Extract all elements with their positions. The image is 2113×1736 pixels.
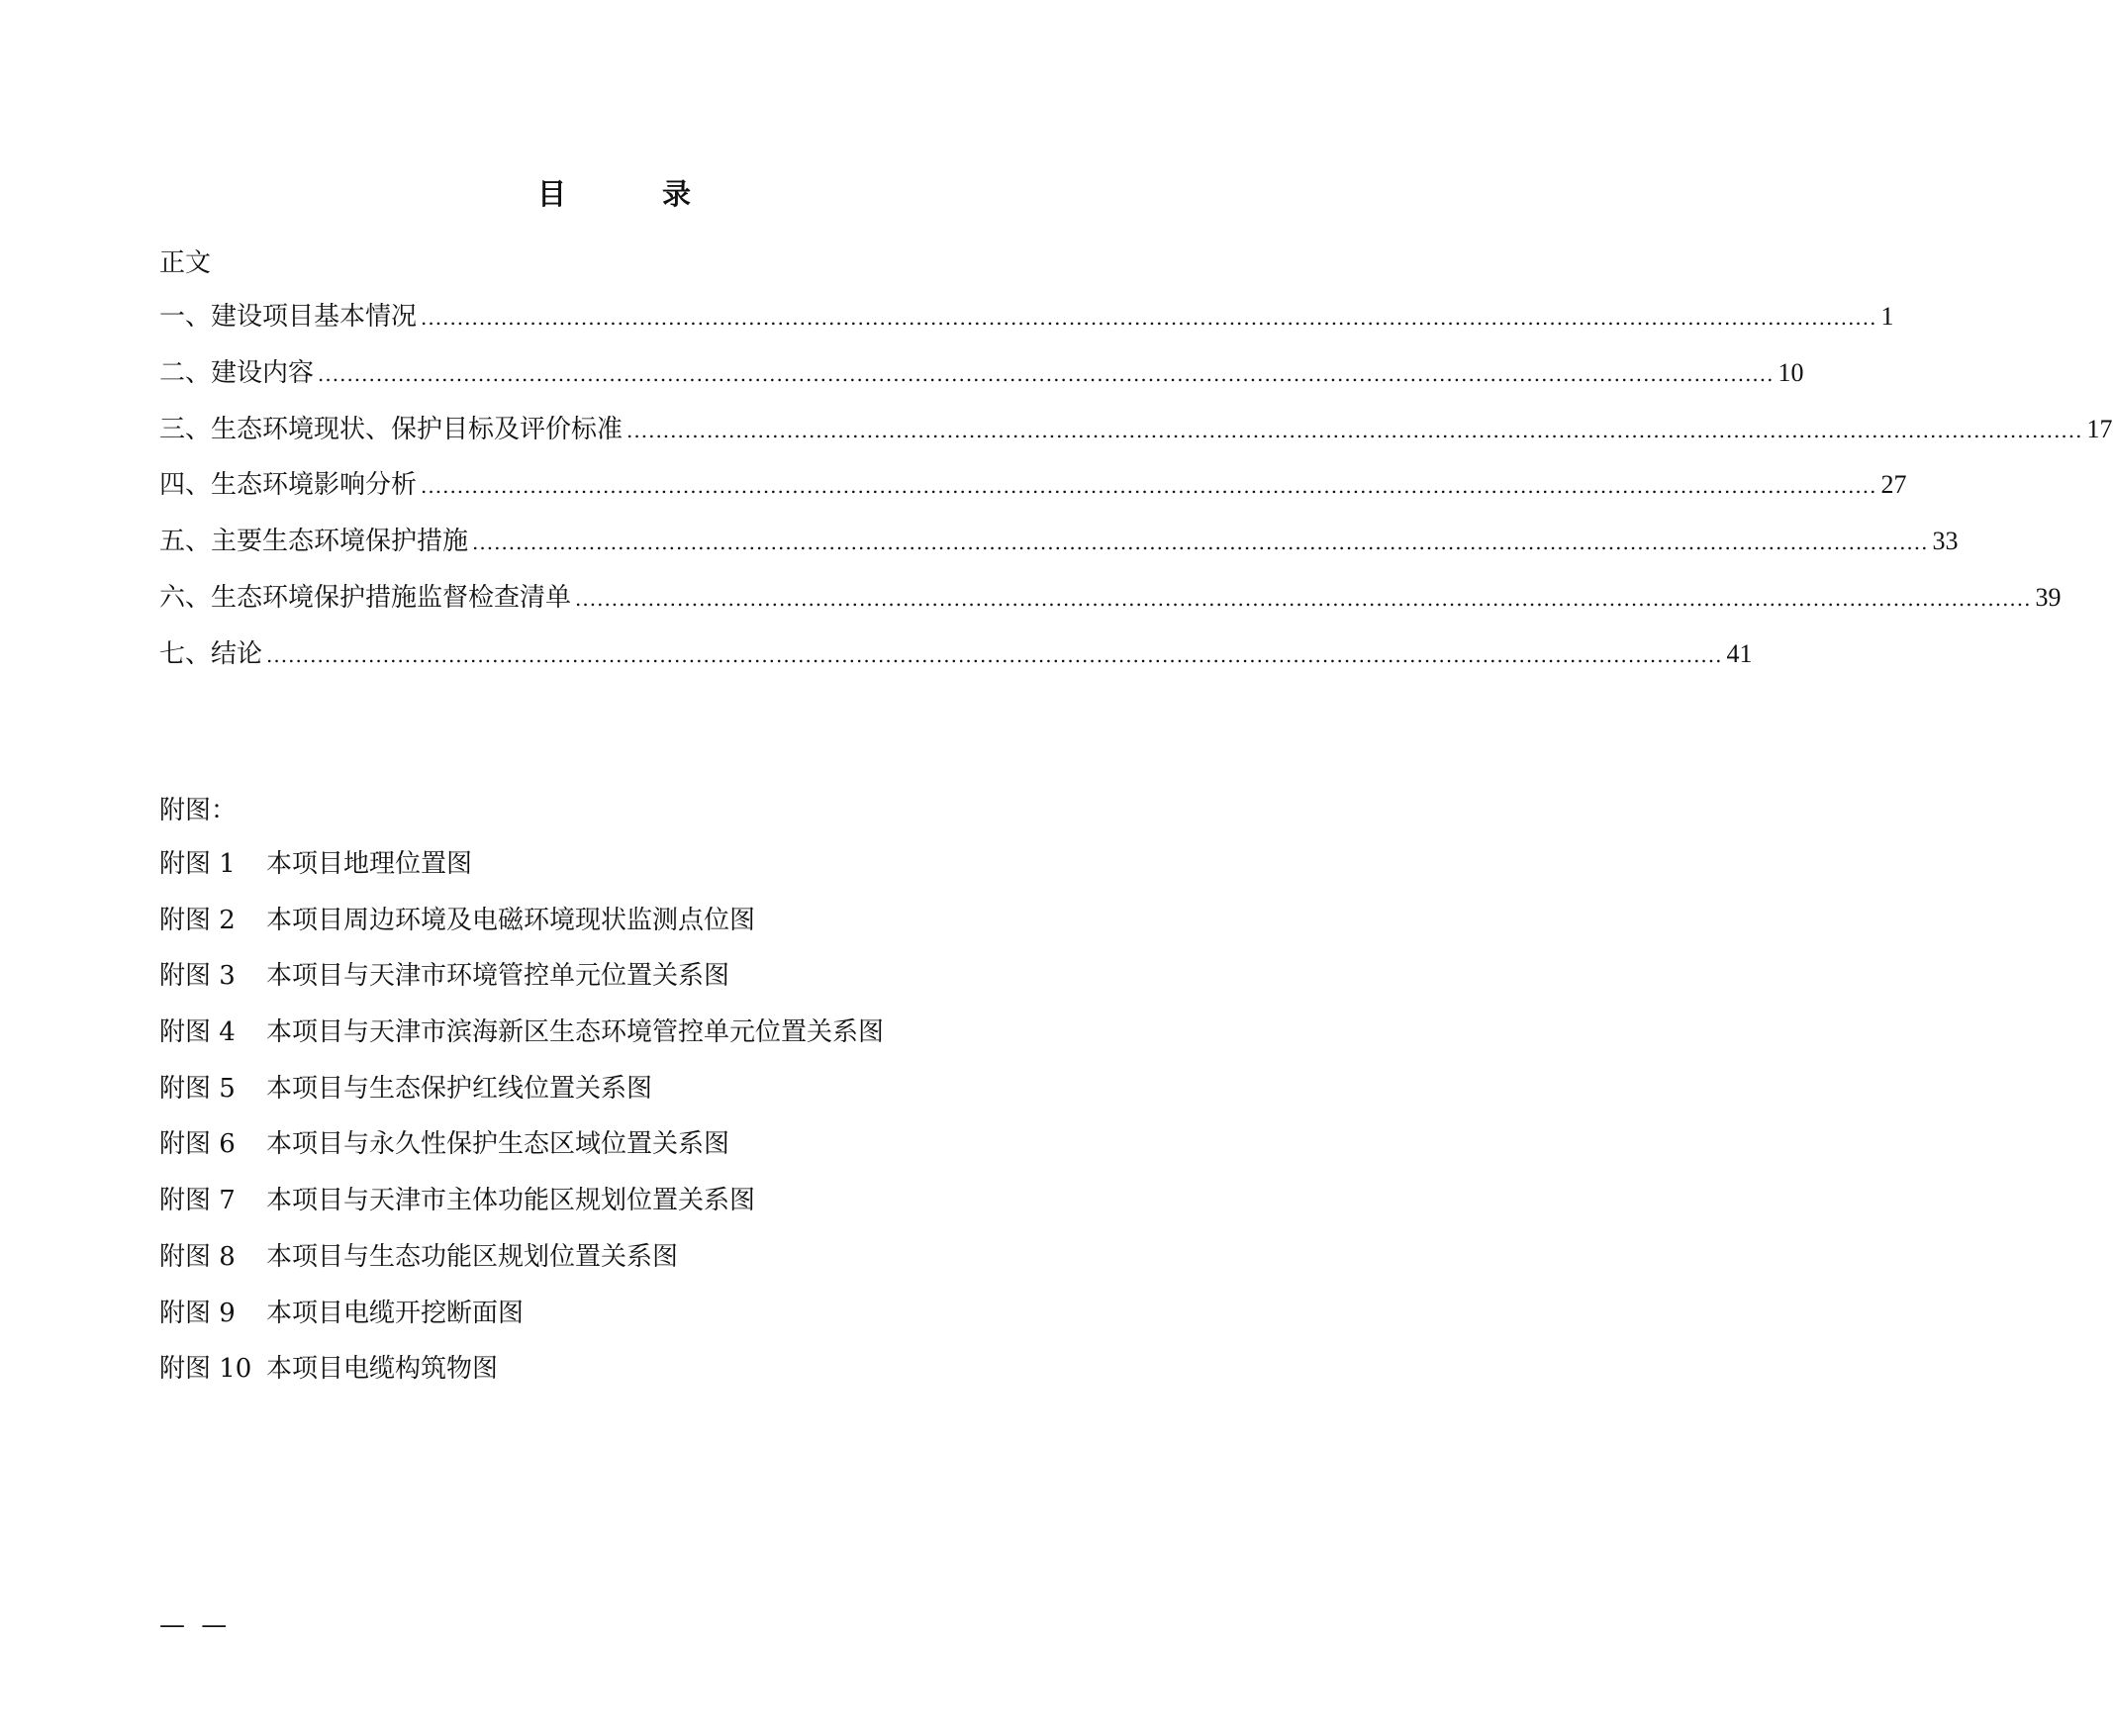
toc-entry[interactable]	[159, 299, 1894, 355]
figures-heading: 附图：	[159, 796, 238, 825]
table-of-contents	[159, 299, 2113, 693]
figure-title: 本项目与生态功能区规划位置关系图	[266, 1241, 679, 1272]
toc-leader-dots: ........................................................................................................................................................................................................	[421, 306, 1877, 330]
figure-number: 附图 5	[159, 1073, 236, 1104]
page-title: 目 录	[536, 177, 724, 211]
toc-entry-page: 33	[1932, 527, 1959, 556]
toc-entry-title: 二、建设内容	[159, 357, 315, 388]
toc-entry-title: 七、结论	[159, 638, 263, 669]
toc-leader-dots: ........................................................................................................................................................................................................	[421, 474, 1877, 499]
figure-number: 附图 7	[159, 1186, 236, 1216]
figure-number: 附图 4	[159, 1017, 236, 1048]
figure-title: 本项目与天津市主体功能区规划位置关系图	[266, 1186, 756, 1216]
toc-entry-title: 四、生态环境影响分析	[159, 470, 418, 501]
figure-number: 附图 1	[159, 849, 236, 879]
figure-entry	[159, 1351, 1050, 1407]
figure-entry	[159, 1126, 1050, 1183]
figure-number: 附图 10	[159, 1354, 252, 1385]
figure-number: 附图 2	[159, 905, 236, 935]
toc-entry-title: 六、生态环境保护措施监督检查清单	[159, 582, 572, 613]
toc-entry[interactable]	[159, 467, 1907, 524]
figures-list	[159, 846, 1050, 1407]
toc-entry-page: 17	[2086, 414, 2113, 443]
figure-title: 本项目地理位置图	[266, 849, 473, 879]
figure-entry	[159, 1071, 1050, 1127]
toc-entry[interactable]	[159, 636, 1753, 693]
figure-entry	[159, 1296, 1050, 1352]
figure-entry	[159, 1239, 1050, 1296]
toc-entry-title: 三、生态环境现状、保护目标及评价标准	[159, 414, 624, 444]
figure-title: 本项目电缆构筑物图	[266, 1354, 499, 1385]
figure-number: 附图 8	[159, 1241, 236, 1272]
toc-entry-title: 五、主要生态环境保护措施	[159, 527, 469, 557]
figure-title: 本项目与天津市滨海新区生态环境管控单元位置关系图	[266, 1017, 885, 1048]
figure-title: 本项目电缆开挖断面图	[266, 1298, 525, 1328]
figure-entry	[159, 903, 1050, 959]
toc-leader-dots: ........................................................................................................................................................................................................	[318, 361, 1775, 386]
toc-leader-dots: ........................................................................................................................................................................................................	[266, 642, 1723, 667]
toc-entry[interactable]	[159, 355, 1804, 412]
toc-leader-dots: ........................................................................................................................................................................................................	[575, 586, 2032, 611]
toc-entry-page: 39	[2035, 582, 2062, 612]
page-number-footer: — —	[159, 1610, 232, 1640]
figure-entry	[159, 1183, 1050, 1239]
figure-title: 本项目与永久性保护生态区域位置关系图	[266, 1129, 730, 1160]
section-label-main-text: 正文	[159, 248, 212, 278]
figure-number: 附图 3	[159, 961, 236, 992]
figure-number: 附图 6	[159, 1129, 236, 1160]
toc-entry-page: 41	[1726, 638, 1753, 668]
figure-title: 本项目周边环境及电磁环境现状监测点位图	[266, 905, 756, 935]
toc-entry-page: 10	[1777, 357, 1804, 387]
figure-title: 本项目与生态保护红线位置关系图	[266, 1073, 653, 1104]
toc-leader-dots: ........................................................................................................................................................................................................	[626, 418, 2083, 442]
figure-entry	[159, 1014, 1050, 1071]
figure-entry	[159, 958, 1050, 1014]
toc-entry-page: 1	[1880, 302, 1894, 331]
toc-entry[interactable]	[159, 580, 2062, 636]
toc-entry[interactable]	[159, 524, 1959, 580]
toc-entry-title: 一、建设项目基本情况	[159, 302, 418, 332]
toc-leader-dots: ........................................................................................................................................................................................................	[472, 530, 1929, 555]
toc-entry[interactable]	[159, 412, 2113, 468]
figure-entry	[159, 846, 1050, 903]
toc-entry-page: 27	[1880, 470, 1907, 500]
figure-number: 附图 9	[159, 1298, 236, 1328]
figure-title: 本项目与天津市环境管控单元位置关系图	[266, 961, 730, 992]
